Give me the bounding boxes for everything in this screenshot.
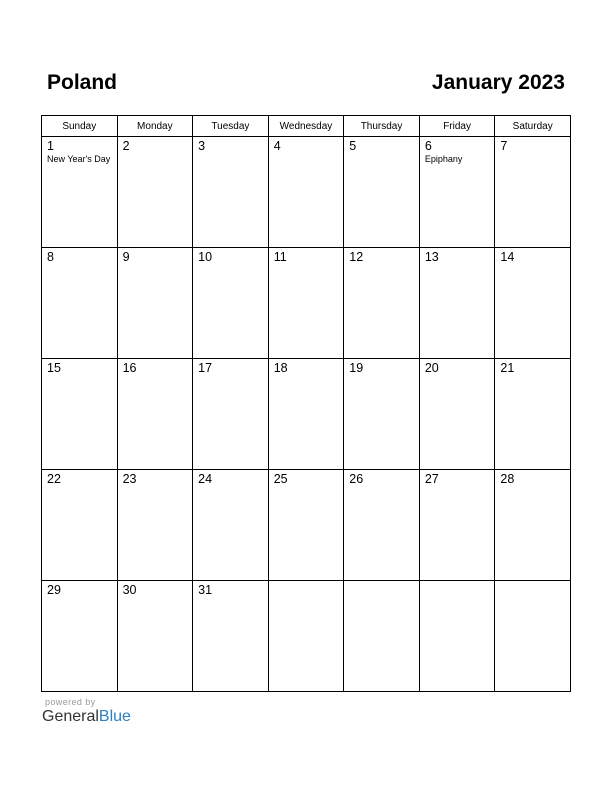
- day-number: 28: [500, 472, 515, 486]
- day-cell: [117, 248, 193, 359]
- day-number: 26: [349, 472, 364, 486]
- day-cell: [268, 359, 344, 470]
- week-row: [42, 137, 571, 248]
- day-cell: [344, 470, 420, 581]
- day-cell: [344, 581, 420, 692]
- day-number: 19: [349, 361, 364, 375]
- weekday-header-row: [42, 116, 571, 137]
- weekday-sunday: Sunday: [42, 116, 118, 137]
- month-year-title: January 2023: [431, 71, 565, 94]
- day-cell: [193, 581, 269, 692]
- day-cell: [42, 359, 118, 470]
- day-cell: [193, 248, 269, 359]
- calendar-body: [42, 137, 571, 692]
- day-number: 2: [122, 139, 130, 153]
- day-cell: [419, 137, 495, 248]
- day-number: 20: [424, 361, 439, 375]
- day-cell: [268, 470, 344, 581]
- logo-general-text: General: [42, 708, 99, 725]
- day-cell: [42, 137, 118, 248]
- logo-blue-text: Blue: [98, 708, 131, 725]
- day-number: 21: [500, 361, 515, 375]
- day-number: 7: [500, 139, 508, 153]
- day-cell: [495, 248, 571, 359]
- weekday-thursday: Thursday: [344, 116, 420, 137]
- day-number: 23: [122, 472, 137, 486]
- day-number: 31: [198, 583, 213, 597]
- day-cell: [117, 137, 193, 248]
- day-cell: [193, 137, 269, 248]
- day-number: 12: [349, 250, 364, 264]
- day-cell: [193, 359, 269, 470]
- calendar-grid: [41, 115, 571, 692]
- weekday-friday: Friday: [419, 116, 495, 137]
- weekday-tuesday: Tuesday: [193, 116, 269, 137]
- day-number: 4: [273, 139, 281, 153]
- day-number: 9: [122, 250, 130, 264]
- day-cell: [419, 248, 495, 359]
- week-row: [42, 470, 571, 581]
- week-row: [42, 359, 571, 470]
- day-cell: [42, 248, 118, 359]
- day-cell: [344, 137, 420, 248]
- day-cell: [419, 470, 495, 581]
- day-cell: [117, 581, 193, 692]
- day-cell: [268, 248, 344, 359]
- day-cell: [268, 581, 344, 692]
- day-cell: [117, 359, 193, 470]
- day-number: 22: [47, 472, 61, 486]
- weekday-wednesday: Wednesday: [268, 116, 344, 137]
- day-cell: [268, 137, 344, 248]
- day-number: 13: [424, 250, 439, 264]
- day-number: 17: [198, 361, 213, 375]
- day-number: 8: [47, 250, 54, 264]
- country-title: Poland: [47, 71, 118, 94]
- day-cell: [117, 470, 193, 581]
- day-cell: [193, 470, 269, 581]
- day-number: 10: [198, 250, 213, 264]
- day-number: 1: [47, 139, 54, 153]
- powered-by-text: powered by: [45, 697, 96, 707]
- day-cell: [344, 359, 420, 470]
- day-cell: [495, 137, 571, 248]
- day-number: 18: [273, 361, 288, 375]
- day-cell: [495, 581, 571, 692]
- day-number: 25: [273, 472, 288, 486]
- day-cell: [344, 248, 420, 359]
- day-cell: [42, 470, 118, 581]
- day-number: 24: [198, 472, 213, 486]
- day-number: 3: [198, 139, 206, 153]
- week-row: [42, 581, 571, 692]
- day-number: 29: [47, 583, 61, 597]
- day-number: 14: [500, 250, 515, 264]
- generalblue-logo: [42, 708, 131, 726]
- day-number: 6: [424, 139, 432, 153]
- day-number: 27: [424, 472, 439, 486]
- day-number: 16: [122, 361, 137, 375]
- day-cell: [495, 470, 571, 581]
- day-cell: [42, 581, 118, 692]
- day-cell: [419, 581, 495, 692]
- holiday-label: Epiphany: [424, 154, 463, 164]
- day-number: 5: [349, 139, 357, 153]
- day-cell: [419, 359, 495, 470]
- week-row: [42, 248, 571, 359]
- weekday-saturday: Saturday: [495, 116, 571, 137]
- day-number: 30: [122, 583, 137, 597]
- holiday-label: New Year's Day: [47, 154, 111, 164]
- weekday-monday: Monday: [117, 116, 193, 137]
- day-cell: [495, 359, 571, 470]
- day-number: 15: [47, 361, 61, 375]
- day-number: 11: [273, 250, 287, 264]
